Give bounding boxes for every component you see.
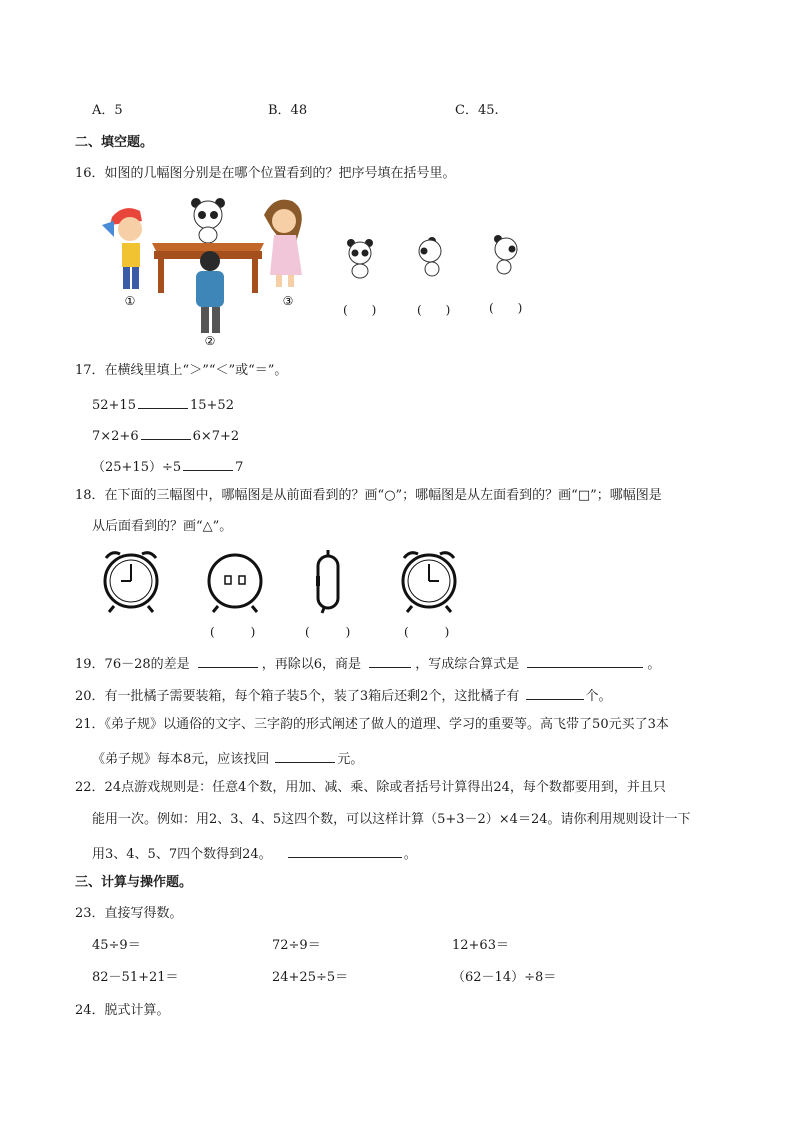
label-2: ② — [204, 334, 216, 348]
boy-figure-2 — [196, 251, 224, 333]
q22-line-2: 能用一次。例如：用2、3、4、5这四个数，可以这样计算（5+3－2）×4＝24。请你利用规则设计一下 — [92, 812, 691, 827]
option-b: B．48 — [268, 103, 308, 118]
q22-line-1: 22．24点游戏规则是：任意4个数，用加、减、乘、除或者括号计算得出24，每个数都要用到，并且只 — [75, 780, 666, 795]
girl-figure-3 — [264, 200, 302, 287]
q21-line-1: 21．《弟子规》以通俗的文字、三字韵的形式阐述了做人的道理、学习的重要等。高飞带了50元买了3本 — [75, 717, 669, 732]
q24-text: 24．脱式计算。 — [75, 1003, 170, 1018]
q23-text: 23．直接写得数。 — [75, 906, 183, 921]
answer-blank[interactable] — [183, 458, 233, 471]
answer-blank[interactable] — [527, 655, 643, 668]
alarm-clock-front-icon-1 — [105, 553, 157, 612]
q17-row-3: （25+15）÷5 7 — [92, 460, 244, 475]
answer-blank[interactable] — [141, 427, 191, 440]
q21-line-2: 《弟子规》每本8元，应该找回 元。 — [92, 752, 364, 767]
answer-blank[interactable] — [288, 845, 402, 858]
option-a: A．5 — [92, 103, 123, 118]
panda-view-other-side — [494, 235, 517, 274]
answer-blank[interactable] — [369, 655, 411, 668]
q16-text: 16．如图的几幅图分别是在哪个位置看到的？把序号填在括号里。 — [75, 166, 456, 181]
q18-line-1: 18．在下面的三幅图中，哪幅图是从前面看到的？画“○”；哪幅图是从左面看到的？画“□”；哪幅图是 — [75, 488, 662, 503]
q23-item: （62－14）÷8＝ — [452, 970, 557, 985]
boy-figure-1 — [102, 208, 142, 289]
option-c: C．45. — [455, 103, 499, 118]
q17-row-1: 52+15 15+52 — [92, 398, 234, 413]
section-2-title: 二、填空题。 — [75, 135, 154, 150]
q23-item: 12+63＝ — [452, 938, 509, 953]
alarm-clock-side-icon — [316, 550, 338, 613]
label-1: ① — [124, 294, 136, 308]
q17-row-2: 7×2+6 6×7+2 — [92, 429, 240, 444]
alarm-clock-front-icon-2 — [403, 553, 455, 612]
q23-item: 45÷9＝ — [92, 938, 141, 953]
section-3-title: 三、计算与操作题。 — [75, 875, 193, 890]
panda-view-front — [347, 239, 373, 278]
q17-text: 17．在横线里填上“＞”“＜”或“＝”。 — [75, 363, 288, 378]
answer-blank[interactable] — [138, 396, 188, 409]
q18-clocks — [96, 548, 466, 614]
q18-paren-3[interactable]: ( ) — [404, 625, 450, 639]
panda-view-side — [419, 237, 441, 276]
alarm-clock-back-icon — [209, 555, 261, 612]
q22-line-3: 用3、4、5、7四个数得到24。 。 — [92, 847, 417, 862]
answer-blank[interactable] — [526, 687, 584, 700]
q16-paren-1[interactable]: ( ) — [343, 303, 377, 317]
q23-item: 82－51+21＝ — [92, 970, 179, 985]
q16-paren-3[interactable]: ( ) — [489, 301, 523, 315]
q20: 20．有一批橘子需要装箱，每个箱子装5个，装了3箱后还剩2个，这批橘子有 个。 — [75, 689, 612, 704]
q16-paren-2[interactable]: ( ) — [417, 303, 451, 317]
answer-blank[interactable] — [275, 750, 335, 763]
q18-paren-2[interactable]: ( ) — [305, 625, 351, 639]
q18-line-2: 从后面看到的？画“△”。 — [92, 519, 233, 534]
answer-blank[interactable] — [198, 655, 258, 668]
label-3: ③ — [282, 294, 294, 308]
q18-paren-1[interactable]: ( ) — [210, 625, 256, 639]
q16-illustration — [96, 195, 536, 355]
q23-item: 72÷9＝ — [272, 938, 321, 953]
panda-on-table — [191, 198, 225, 243]
q19: 19．76－28的差是 ，再除以6，商是 ，写成综合算式是 。 — [75, 657, 661, 672]
q23-item: 24+25÷5＝ — [272, 970, 349, 985]
